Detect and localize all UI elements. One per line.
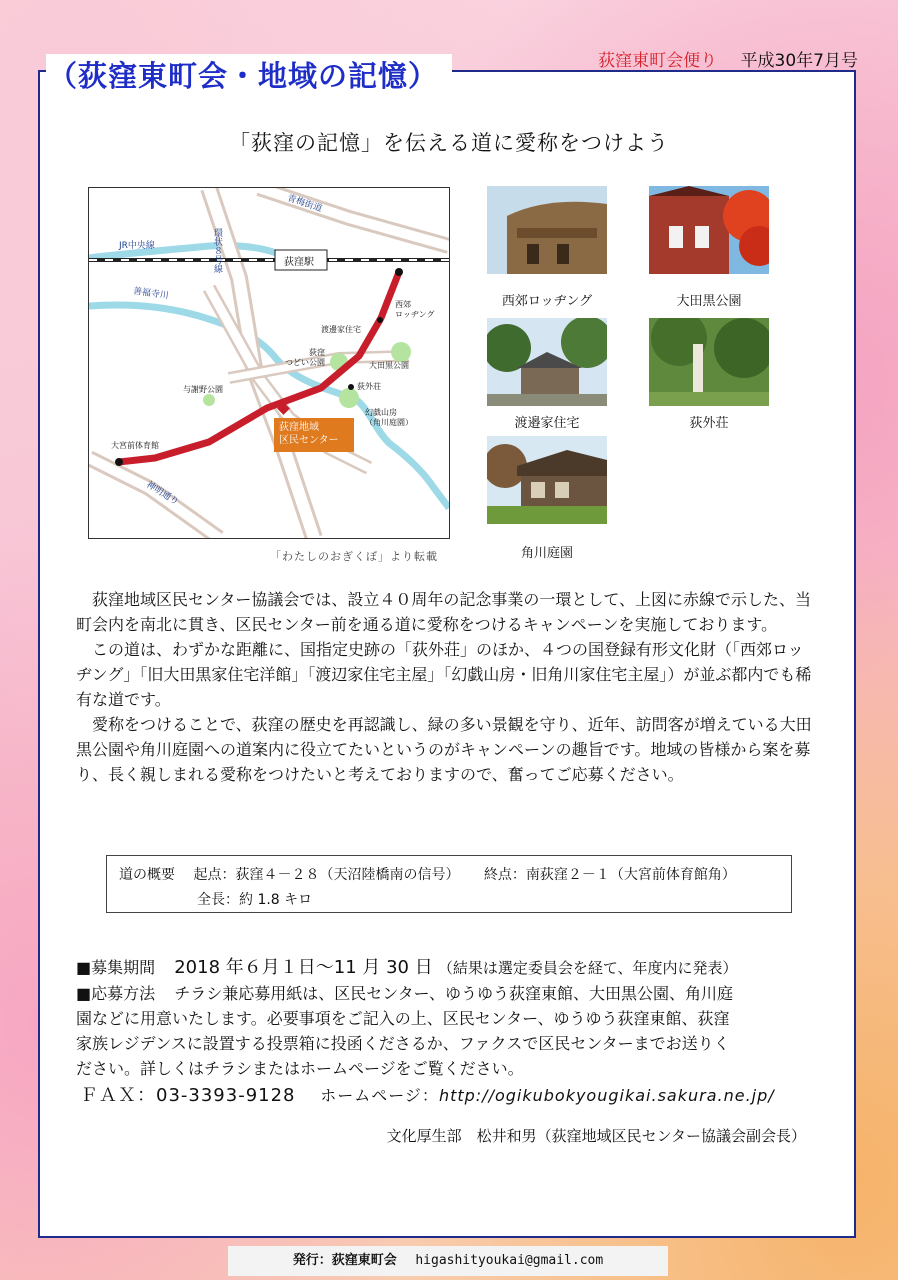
fax-number: 03-3393-9128 <box>156 1085 296 1106</box>
method-text-4: ださい。詳しくはチラシまたはホームページをご覧ください。 <box>76 1059 524 1078</box>
application-info <box>76 955 824 1108</box>
label-jr: JR中央線 <box>119 241 155 251</box>
route-map <box>88 187 450 539</box>
method-label: ■応募方法 <box>76 984 156 1003</box>
author-signature: 文化厚生部 松井和男（荻窪地域区民センター協議会副会長） <box>386 1127 806 1145</box>
website-link[interactable]: http://ogikubokyougikai.sakura.ne.jp/ <box>438 1086 775 1105</box>
paragraph-3: 愛称をつけることで、荻窪の歴史を再認識し、緑の多い景観を守り、近年、訪問客が増えている大田黒公園や角川庭園への道案内に役立てたいというのがキャンペーンの趣旨です。地域の皆様から案を募り、長く親しまれる愛称をつけたいと考えておりますので、奮ってご応募ください。 <box>76 715 812 784</box>
summary-start: 起点：荻窪４－２８（天沼陸橋南の信号） <box>193 867 460 883</box>
masthead-title: （荻窪東町会・地域の記憶） <box>46 54 452 98</box>
footer-bar <box>228 1246 668 1276</box>
paragraph-1: 荻窪地域区民センター協議会では、設立４０周年の記念事業の一環として、上図に赤線で示した、当町会内を南北に貫き、区民センター前を通る道に愛称をつけるキャンペーンを実施しております。 <box>76 590 812 634</box>
issue-info <box>598 46 858 71</box>
route-end-dot <box>115 458 123 466</box>
fax-label: ＦＡＸ： <box>80 1085 156 1106</box>
park-yosano <box>203 394 215 406</box>
label-center: 荻窪地域 区民センター <box>279 422 339 446</box>
summary-label: 道の概要 <box>119 867 175 883</box>
label-ome: 青梅街道 <box>285 193 324 215</box>
river-upper <box>89 245 279 258</box>
photo-label-otaguro: 大田黒公園 <box>676 294 742 309</box>
road-summary-box <box>106 855 792 913</box>
photo-nishigo <box>487 186 607 274</box>
newsletter-label: 荻窪東町会便り <box>598 51 718 71</box>
article-body <box>76 587 816 787</box>
map-caption: 「わたしのおぎくぼ」より転載 <box>270 550 438 563</box>
route-start-dot <box>395 268 403 276</box>
label-kanpachi: 環状８号線 <box>212 228 222 273</box>
summary-end: 終点：南荻窪２－１（大宮前体育館角） <box>483 867 736 883</box>
photo-label-kadokawa: 角川庭園 <box>520 546 573 561</box>
photo-otaguro <box>649 186 769 274</box>
label-omiya: 大宮前体育館 <box>111 441 159 450</box>
photo-tekigaiso <box>649 318 769 406</box>
park-tekigaiso <box>339 388 359 408</box>
period-note: （結果は選定委員会を経て、年度内に発表） <box>437 959 738 977</box>
photo-label-nishigo: 西郊ロッヂング <box>501 294 593 309</box>
photo-watanabe <box>487 318 607 406</box>
label-tsudoi: 荻窪 つどい公園 <box>285 348 325 367</box>
label-station: 荻窪駅 <box>284 257 314 268</box>
label-gengi: 幻戯山房 （角川庭園） <box>365 408 413 427</box>
footer-publisher: 発行：荻窪東町会 <box>292 1253 397 1268</box>
label-tekigaiso: 荻外荘 <box>357 382 381 391</box>
method-text-3: 家族レジデンスに設置する投票箱に投函くださるか、ファクスで区民センターまでお送りく <box>76 1034 730 1053</box>
web-label: ホームページ： <box>320 1086 439 1105</box>
period-label: ■募集期間 <box>76 958 156 977</box>
period-value: 2018 年６月１日～11 月 30 日 <box>174 957 433 978</box>
issue-date: 平成30年7月号 <box>740 51 858 71</box>
park-otaguro <box>391 342 411 362</box>
label-watanabe: 渡邊家住宅 <box>321 325 361 334</box>
period-row <box>76 955 824 981</box>
label-shinmei: 神明通り <box>144 479 181 508</box>
page-title: 「荻窪の記憶」を伝える道に愛称をつけよう <box>229 131 669 155</box>
summary-length: 全長：約 1.8 キロ <box>197 892 313 908</box>
footer-email[interactable]: higashityoukai@gmail.com <box>415 1253 604 1268</box>
label-otaguro: 大田黒公園 <box>369 361 409 370</box>
paragraph-2: この道は、わずかな距離に、国指定史跡の「荻外荘」のほか、４つの国登録有形文化財（「西郊ロッヂング」「旧大田黒家住宅洋館」「渡辺家住宅主屋」「幻戯山房・旧角川家住宅主屋」）が並ぶ都内でも稀有な道です。 <box>76 640 812 709</box>
photo-label-watanabe: 渡邉家住宅 <box>514 416 580 431</box>
label-nishigo: 西郊 ロッヂング <box>395 300 435 319</box>
method-text-2: 園などに用意いたします。必要事項をご記入の上、区民センター、ゆうゆう荻窪東館、荻窪 <box>76 1009 730 1028</box>
label-zempukuji: 善福寺川 <box>132 286 170 302</box>
method-text-1: チラシ兼応募用紙は、区民センター、ゆうゆう荻窪東館、大田黒公園、角川庭 <box>174 984 733 1003</box>
photo-kadokawa <box>487 436 607 524</box>
photo-label-tekigaiso: 荻外荘 <box>689 416 729 431</box>
label-yosano: 与謝野公園 <box>183 385 223 394</box>
